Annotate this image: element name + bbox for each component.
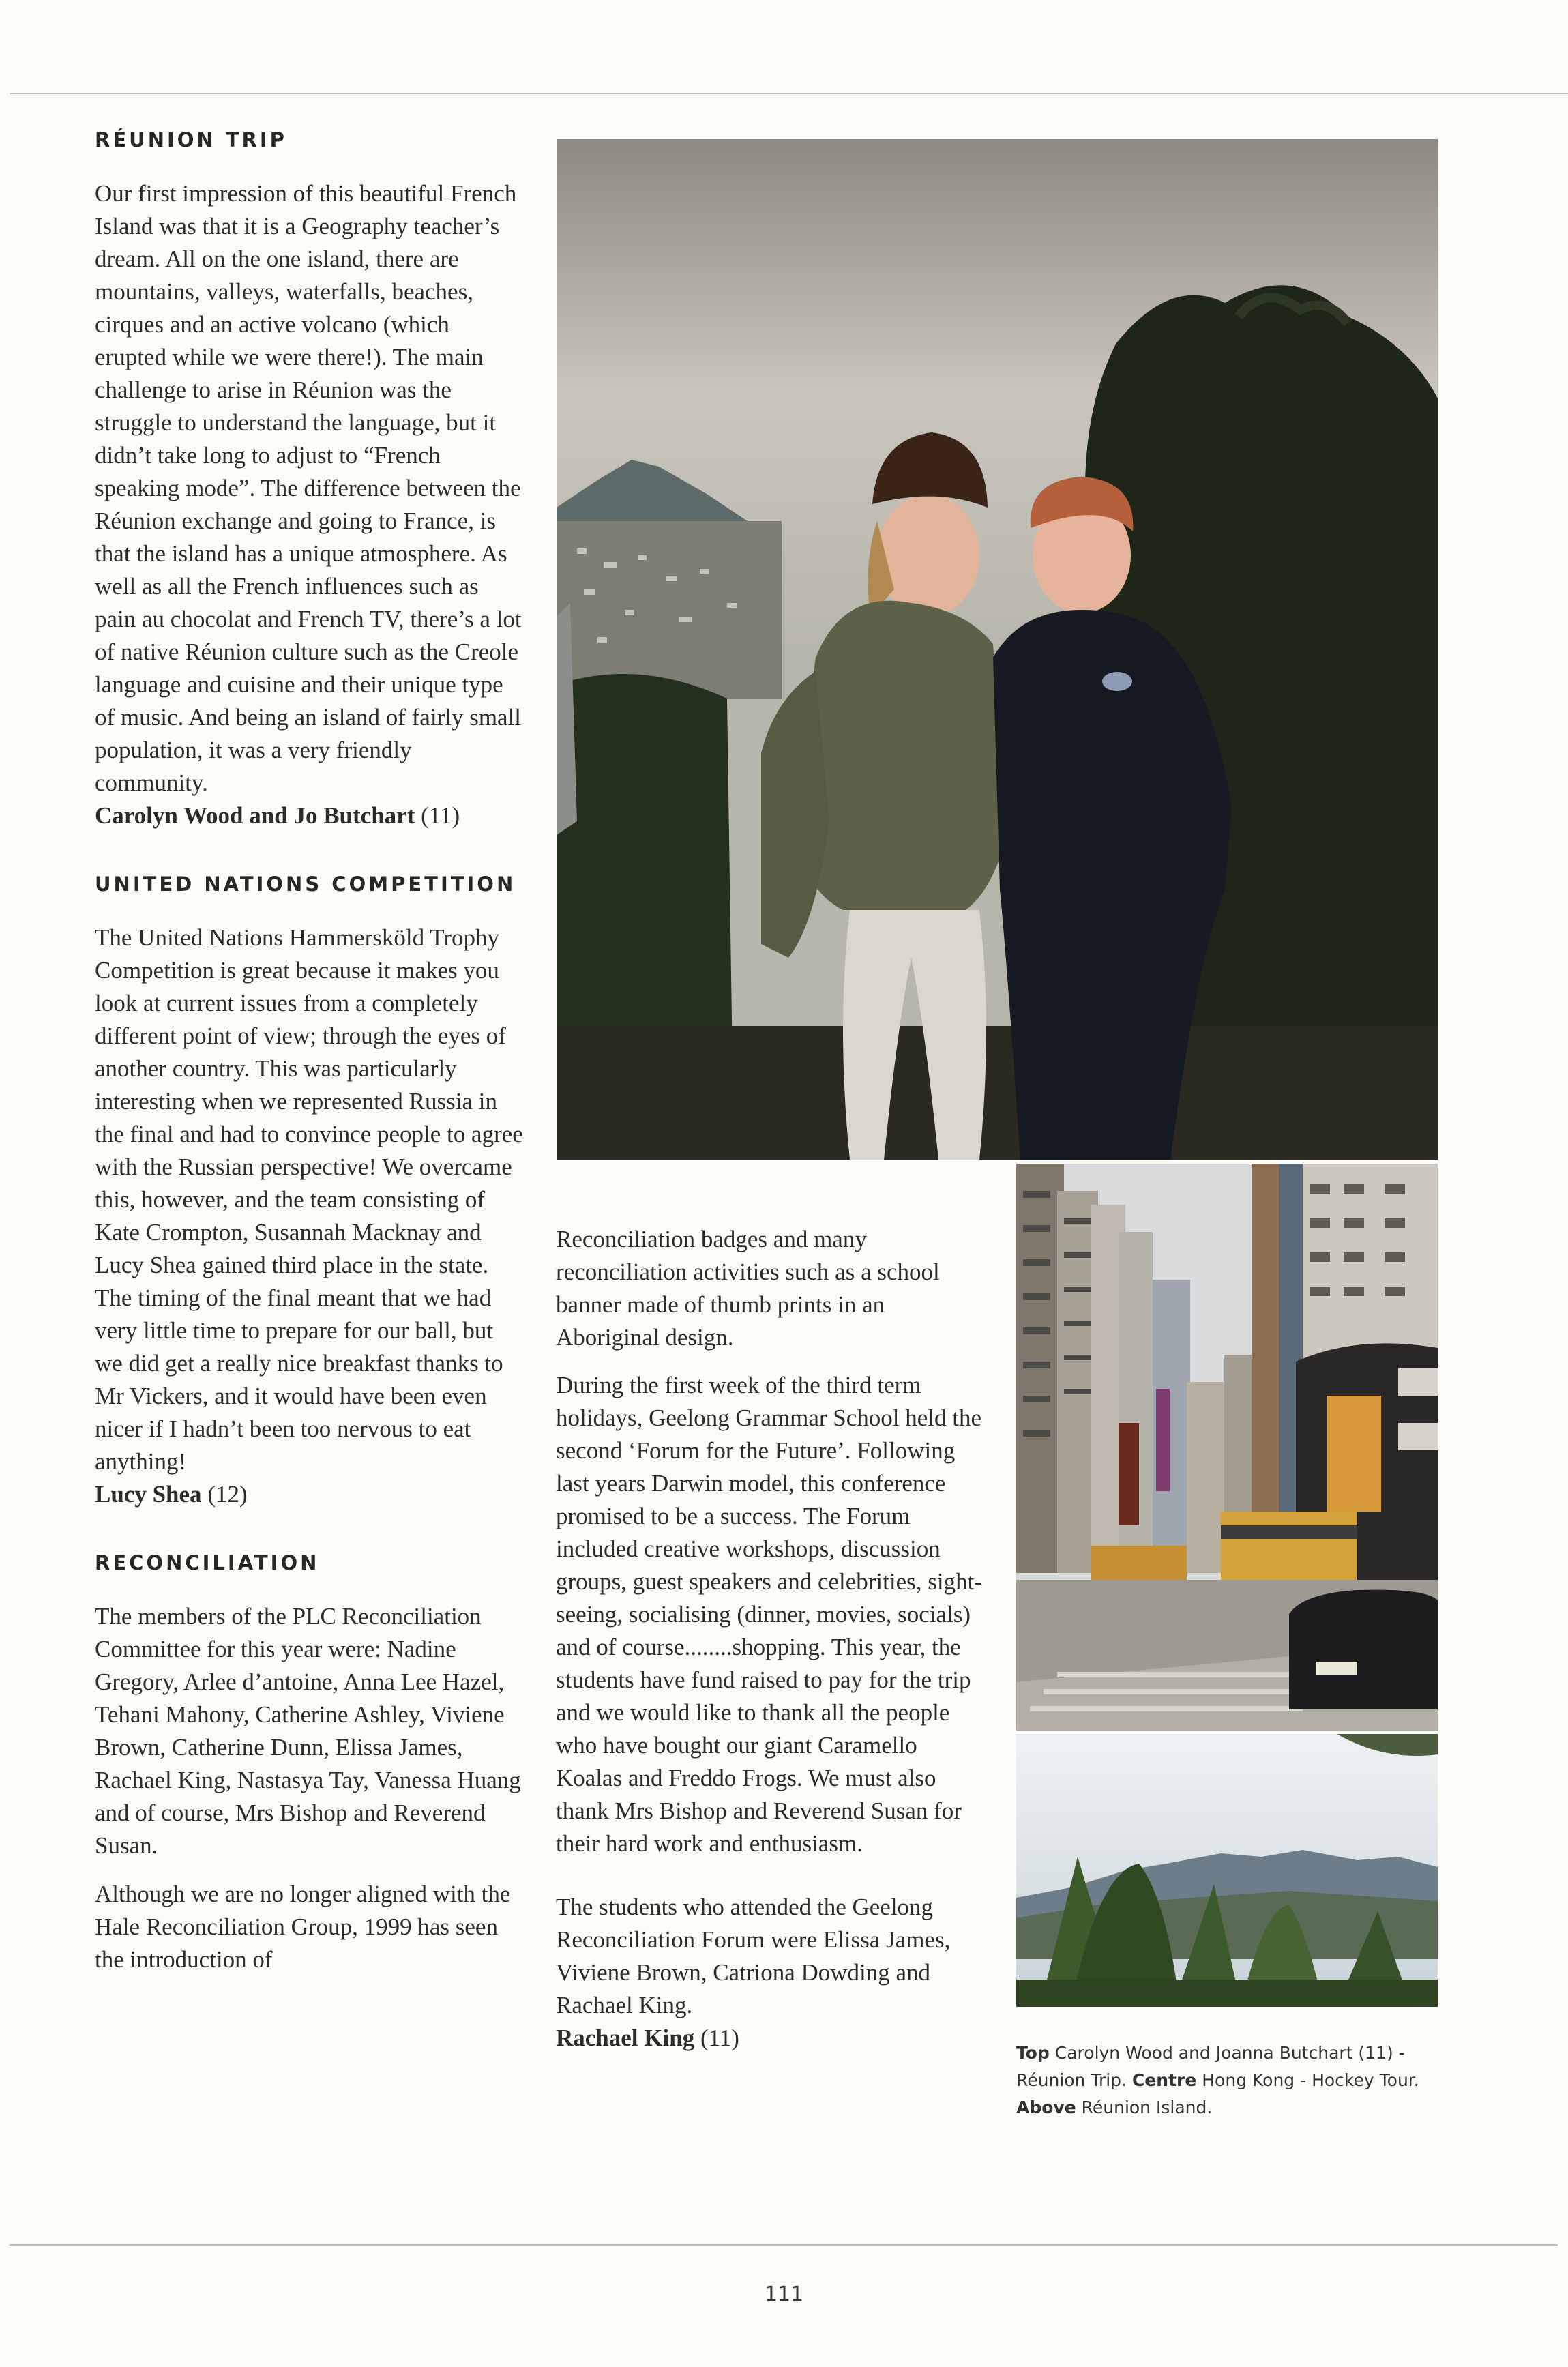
caption-centre-text: Hong Kong - Hockey Tour. (1202, 2070, 1419, 2090)
page-number: 111 (764, 2282, 804, 2306)
bottom-rule (10, 2244, 1558, 2246)
reconciliation-heading: RECONCILIATION (95, 1551, 320, 1574)
un-author: Lucy Shea (12) (95, 1481, 248, 1508)
caption-above-label: Above (1016, 2098, 1076, 2117)
un-paragraph: The United Nations Hammersköld Trophy Competition is great because it makes you look at current issues from a completely different point of view; through the eyes of another country. This was particularly interesting when we represented Russia in the final and had to convince people to agree with the Russian perspective! We overcame this, however, and the team consisting of Kate Crompton, Susannah Macknay and Lucy Shea gained third place in the state. The timing of the final meant that we had very little time to prepare for our ball, but we did get a really nice breakfast thanks to Mr Vickers, and it would have been even nicer if I hadn’t been too nervous to eat anything! (95, 924, 523, 1475)
reconciliation-paragraph-5: The students who attended the Geelong Reconciliation Forum were Elissa James, Viviene Brown, Catriona Dowding and Rachael King. (556, 1894, 951, 2018)
reconciliation-author: Rachael King (11) (556, 2025, 739, 2051)
photo-reunion-island-image (1016, 1734, 1438, 2007)
photo-reunion-island (1016, 1734, 1438, 2007)
photo-hong-kong-image (1016, 1164, 1438, 1731)
reconciliation-paragraph-1: The members of the PLC Reconciliation Committee for this year were: Nadine Gregory, Arlee d’antoine, Anna Lee Hazel, Tehani Mahony, Catherine Ashley, Viviene Brown, Catherine Dunn, Elissa James, Rachael King, Nastasya Tay, Vanessa Huang and of course, Mrs Bishop and Reverend Susan. (95, 1603, 521, 1859)
middle-column (556, 1223, 989, 2055)
reunion-article (95, 177, 524, 832)
caption-top-label: Top (1016, 2043, 1050, 2063)
reconciliation-article-start (95, 1600, 524, 1976)
photo-caption (1016, 2040, 1439, 2121)
reunion-author: Carolyn Wood and Jo Butchart (11) (95, 802, 460, 829)
reconciliation-paragraph-4: During the first week of the third term holidays, Geelong Grammar School held the second ‘Forum for the Future’. Following last years Darwin model, this conference promised to be a success. The Forum included creative workshops, discussion groups, guest speakers and celebrities, sight-seeing, socialising (dinner, movies, socials) and of course........shopping. This year, the students have fund raised to pay for the trip and we would like to thank all the people who have bought our giant Caramello Koalas and Freddo Frogs. We must also thank Mrs Bishop and Reverend Susan for their hard work and enthusiasm. (556, 1372, 982, 1857)
reunion-paragraph: Our first impression of this beautiful French Island was that it is a Geography teacher’s dream. All on the one island, there are mountains, valleys, waterfalls, beaches, cirques and an active volcano (which erupted while we were there!). The main challenge to arise in Réunion was the struggle to understand the language, but it didn’t take long to adjust to “French speaking mode”. The difference between the Réunion exchange and going to France, is that the island has a unique atmosphere. As well as all the French influences such as pain au chocolat and French TV, there’s a lot of native Réunion culture such as the Creole language and cuisine and their unique type of music. And being an island of fairly small population, it was a very friendly community. (95, 180, 522, 796)
reconciliation-paragraph-3: Reconciliation badges and many reconciliation activities such as a school banner made of thumb prints in an Aboriginal design. (556, 1226, 940, 1351)
photo-hong-kong (1016, 1164, 1438, 1731)
reunion-heading: RÉUNION TRIP (95, 128, 287, 151)
un-heading: UNITED NATIONS COMPETITION (95, 872, 516, 896)
caption-top-text: Carolyn Wood and Joanna Butchart (11) - Réunion Trip. (1016, 2043, 1405, 2090)
photo-reunion-trip-image (557, 139, 1438, 1160)
reconciliation-paragraph-2: Although we are no longer aligned with the Hale Reconciliation Group, 1999 has seen the introduction of (95, 1881, 511, 1973)
un-article (95, 922, 524, 1511)
photo-reunion-trip (557, 139, 1438, 1160)
caption-above-text: Réunion Island. (1081, 2098, 1213, 2117)
caption-centre-label: Centre (1131, 2070, 1197, 2090)
left-column (95, 128, 524, 1976)
top-rule (10, 93, 1568, 94)
